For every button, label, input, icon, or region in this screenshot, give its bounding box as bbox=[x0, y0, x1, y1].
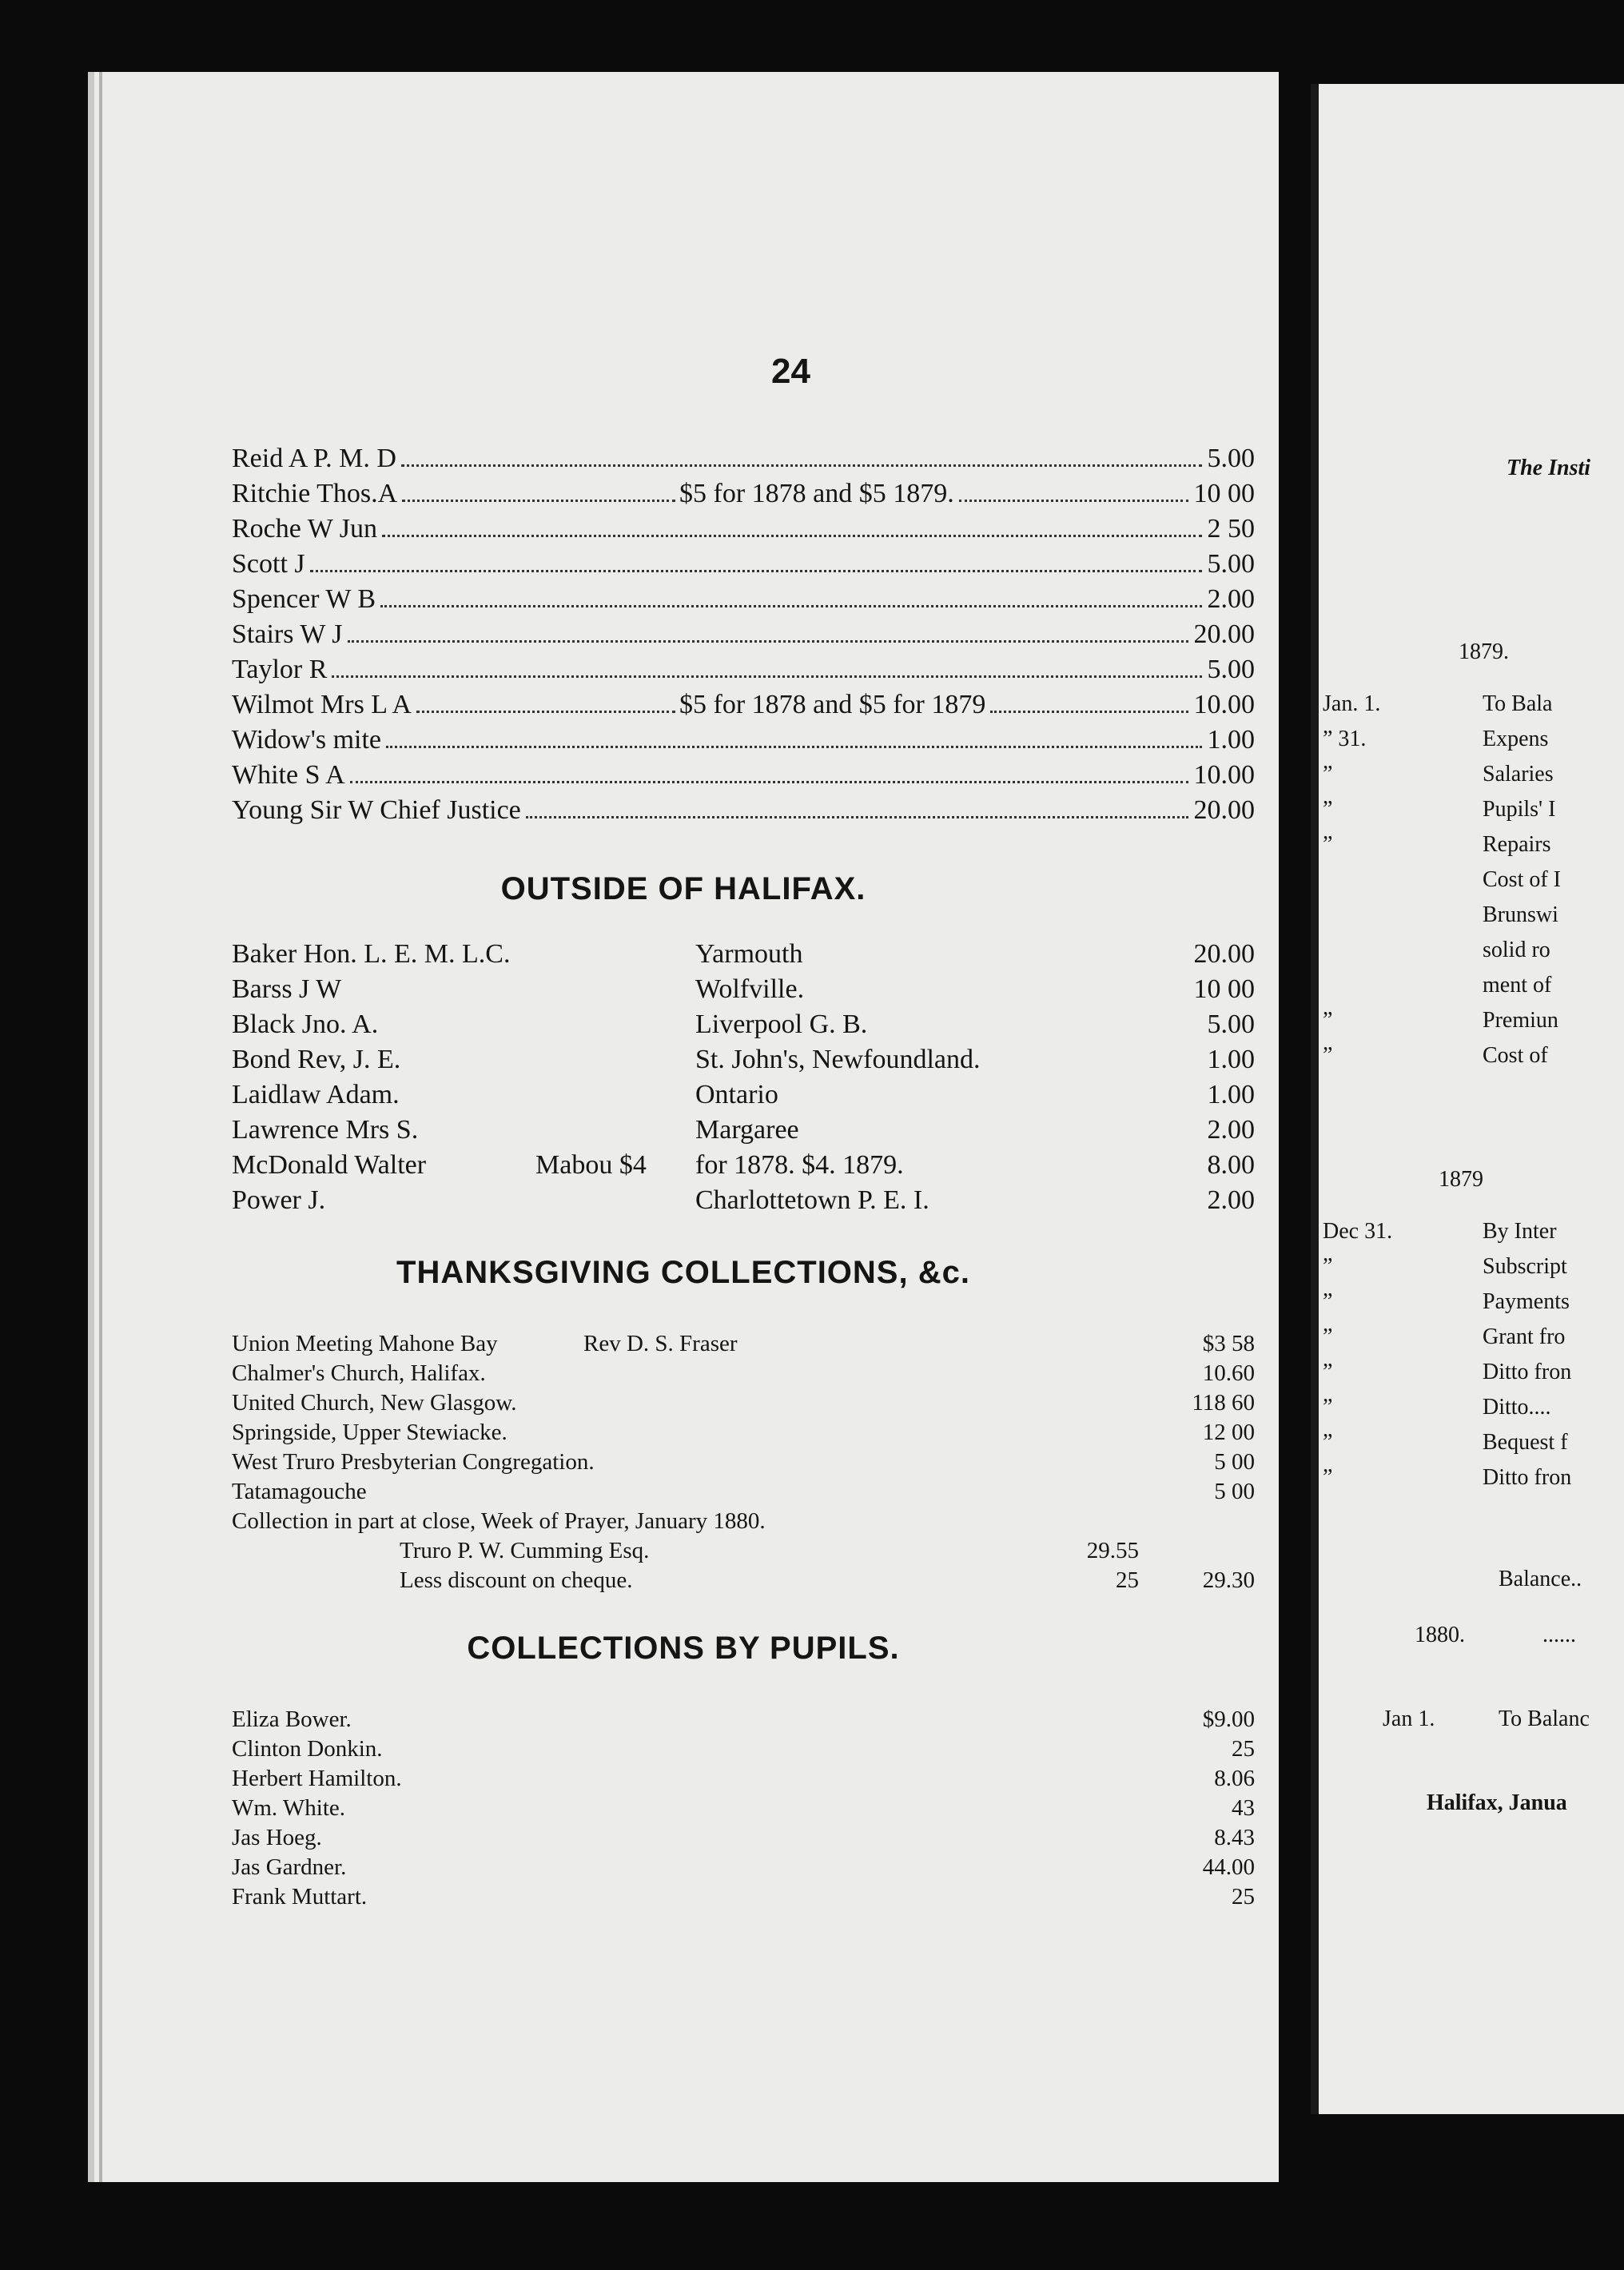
outside-heading: OUTSIDE OF HALIFAX. bbox=[500, 871, 866, 906]
contribution-amount: 20.00 bbox=[1193, 619, 1255, 649]
facing-cell: solid ro bbox=[1483, 938, 1550, 962]
contributor-name: Power J. bbox=[232, 1185, 326, 1215]
contribution-amount: 10 00 bbox=[1193, 974, 1255, 1004]
facing-row bbox=[1323, 1043, 1624, 1078]
facing-cell: ” bbox=[1323, 1360, 1333, 1384]
thanksgiving-sub-row bbox=[232, 1567, 1255, 1597]
contributor-name: Barss J W bbox=[232, 974, 342, 1004]
thanksgiving-row bbox=[232, 1449, 1255, 1479]
outside-row bbox=[232, 1010, 1255, 1045]
facing-cell: ” 31. bbox=[1323, 727, 1367, 751]
contributor-place: Liverpool G. B. bbox=[695, 1010, 868, 1039]
pupil-name: Clinton Donkin. bbox=[232, 1736, 383, 1762]
facing-cell: ” bbox=[1323, 1254, 1333, 1279]
collection-label: United Church, New Glasgow. bbox=[232, 1390, 517, 1416]
facing-row bbox=[1323, 1465, 1624, 1500]
contribution-amount: 5.00 bbox=[1207, 1010, 1255, 1039]
facing-cell: Ditto fron bbox=[1483, 1360, 1572, 1384]
pupil-name: Jas Hoeg. bbox=[232, 1825, 322, 1850]
facing-row bbox=[1323, 1219, 1624, 1254]
contribution-amount: 10.00 bbox=[1193, 760, 1255, 790]
facing-row bbox=[1323, 1395, 1624, 1430]
facing-year-mid: 1879 bbox=[1439, 1167, 1483, 1192]
facing-page bbox=[1311, 84, 1624, 2114]
contribution-amount: 5.00 bbox=[1207, 549, 1255, 579]
facing-row bbox=[1323, 1008, 1624, 1043]
facing-dots: ...... bbox=[1542, 1623, 1576, 1647]
collection-amount: 118 60 bbox=[1192, 1390, 1255, 1416]
facing-cell: Premiun bbox=[1483, 1008, 1558, 1033]
facing-jan: Jan 1. bbox=[1383, 1706, 1435, 1731]
facing-row bbox=[1323, 938, 1624, 973]
collection-amount: 5 00 bbox=[1214, 1449, 1255, 1475]
outside-row bbox=[232, 1150, 1255, 1185]
facing-cell: Cost of I bbox=[1483, 867, 1561, 892]
collection-amount: 10.60 bbox=[1202, 1360, 1255, 1386]
facing-row bbox=[1323, 1289, 1624, 1324]
contributor-name: Taylor R bbox=[232, 655, 328, 684]
thanksgiving-row bbox=[232, 1331, 1255, 1360]
facing-cell: To Bala bbox=[1483, 691, 1553, 716]
facing-cell: Subscript bbox=[1483, 1254, 1567, 1279]
contributor-name: Stairs W J bbox=[232, 619, 343, 649]
facing-cell: ” bbox=[1323, 1465, 1333, 1490]
page-edge-rule bbox=[99, 72, 102, 2182]
collection-sub-amount: 25 bbox=[1116, 1567, 1139, 1593]
leader-dots bbox=[382, 503, 1202, 537]
contributor-name: Young Sir W Chief Justice bbox=[232, 795, 521, 825]
facing-cell: ” bbox=[1323, 797, 1333, 822]
leader-dots bbox=[526, 784, 1188, 818]
facing-cell: ” bbox=[1323, 1043, 1333, 1068]
facing-jan-text: To Balanc bbox=[1499, 1706, 1590, 1731]
thanksgiving-row bbox=[232, 1390, 1255, 1420]
facing-balance: Balance.. bbox=[1499, 1567, 1582, 1591]
leader-dots bbox=[386, 714, 1202, 748]
facing-cell: ” bbox=[1323, 762, 1333, 787]
contributor-name: Laidlaw Adam. bbox=[232, 1080, 400, 1109]
leader-dots bbox=[990, 679, 1188, 713]
collection-amount: 29.30 bbox=[1202, 1567, 1255, 1593]
contributor-place: Ontario bbox=[695, 1080, 778, 1109]
contribution-amount: 5.00 bbox=[1207, 444, 1255, 473]
thanksgiving-list bbox=[232, 1331, 1255, 1597]
outside-row bbox=[232, 1185, 1255, 1221]
facing-row bbox=[1323, 1360, 1624, 1395]
outside-row bbox=[232, 1115, 1255, 1150]
facing-cell: ” bbox=[1323, 1324, 1333, 1349]
collection-sub-amount: 29.55 bbox=[1086, 1538, 1139, 1563]
facing-cell: Expens bbox=[1483, 727, 1549, 751]
contribution-extra: Mabou $4 bbox=[535, 1150, 647, 1180]
facing-cell: Pupils' I bbox=[1483, 797, 1556, 822]
contributor-name: Spencer W B bbox=[232, 584, 376, 614]
contributor-place: Wolfville. bbox=[695, 974, 805, 1004]
leader-dots bbox=[350, 749, 1188, 783]
contributor-place: Yarmouth bbox=[695, 939, 803, 969]
thanksgiving-sub-row bbox=[232, 1538, 1255, 1567]
facing-cell: Dec 31. bbox=[1323, 1219, 1393, 1244]
thanksgiving-row bbox=[232, 1508, 1255, 1538]
contributor-name: White S A bbox=[232, 760, 345, 790]
leader-dots bbox=[959, 468, 1188, 502]
facing-title: The Insti bbox=[1507, 456, 1591, 480]
contribution-amount: 2.00 bbox=[1207, 584, 1255, 614]
pupil-name: Jas Gardner. bbox=[232, 1854, 347, 1880]
contribution-amount: 1.00 bbox=[1207, 1080, 1255, 1109]
facing-row bbox=[1323, 832, 1624, 867]
facing-row bbox=[1323, 1430, 1624, 1465]
pupils-list bbox=[232, 1706, 1255, 1914]
facing-cell: By Inter bbox=[1483, 1219, 1557, 1244]
outside-row bbox=[232, 974, 1255, 1010]
contributor-name: Scott J bbox=[232, 549, 305, 579]
contribution-amount: 2.00 bbox=[1207, 1115, 1255, 1145]
collection-amount: 5 00 bbox=[1214, 1479, 1255, 1504]
pupil-name: Frank Muttart. bbox=[232, 1884, 368, 1910]
contribution-note: $5 for 1878 and $5 for 1879 bbox=[679, 690, 986, 719]
facing-row bbox=[1323, 727, 1624, 762]
thanksgiving-row bbox=[232, 1360, 1255, 1390]
contribution-note: $5 for 1878 and $5 1879. bbox=[679, 479, 954, 508]
collection-label: Tatamagouche bbox=[232, 1479, 367, 1504]
contribution-row bbox=[232, 795, 1255, 830]
collection-amount: 12 00 bbox=[1202, 1420, 1255, 1445]
facing-row bbox=[1323, 762, 1624, 797]
outside-list bbox=[232, 939, 1255, 1221]
spine-shadow bbox=[1311, 84, 1319, 2114]
facing-cell: Cost of bbox=[1483, 1043, 1548, 1068]
thanksgiving-row bbox=[232, 1479, 1255, 1508]
thanksgiving-heading: THANKSGIVING COLLECTIONS, &c. bbox=[396, 1255, 970, 1290]
facing-footer: Halifax, Janua bbox=[1427, 1790, 1567, 1815]
facing-cell: Ditto.... bbox=[1483, 1395, 1551, 1420]
facing-cell: ” bbox=[1323, 832, 1333, 857]
collection-sub-label: Truro P. W. Cumming Esq. bbox=[400, 1538, 650, 1563]
pupil-row bbox=[232, 1825, 1255, 1854]
leader-dots bbox=[401, 432, 1202, 467]
leader-dots bbox=[402, 468, 675, 502]
contributions-list bbox=[232, 444, 1255, 830]
contributor-name: Reid A P. M. D bbox=[232, 444, 396, 473]
contribution-amount: 10.00 bbox=[1193, 690, 1255, 719]
facing-row bbox=[1323, 867, 1624, 902]
facing-cell: Ditto fron bbox=[1483, 1465, 1572, 1490]
pupil-name: Herbert Hamilton. bbox=[232, 1766, 402, 1791]
contributor-name: McDonald Walter bbox=[232, 1150, 427, 1180]
facing-cell: ” bbox=[1323, 1395, 1333, 1420]
thanksgiving-row bbox=[232, 1420, 1255, 1449]
collection-label: West Truro Presbyterian Congregation. bbox=[232, 1449, 595, 1475]
contributor-name: Widow's mite bbox=[232, 725, 382, 755]
facing-cell: Payments bbox=[1483, 1289, 1570, 1314]
pupil-row bbox=[232, 1884, 1255, 1914]
facing-row bbox=[1323, 973, 1624, 1008]
pupil-name: Wm. White. bbox=[232, 1795, 346, 1821]
outside-row bbox=[232, 939, 1255, 974]
collection-label: Springside, Upper Stewiacke. bbox=[232, 1420, 508, 1445]
contributor-name: Black Jno. A. bbox=[232, 1010, 379, 1039]
contributor-name: Bond Rev, J. E. bbox=[232, 1045, 401, 1074]
pupil-row bbox=[232, 1795, 1255, 1825]
pupil-row bbox=[232, 1736, 1255, 1766]
facing-row bbox=[1323, 691, 1624, 727]
facing-cell: Jan. 1. bbox=[1323, 691, 1381, 716]
page-number: 24 bbox=[771, 352, 810, 391]
pupil-row bbox=[232, 1854, 1255, 1884]
pupil-row bbox=[232, 1706, 1255, 1736]
leader-dots bbox=[348, 608, 1188, 643]
facing-cell: Salaries bbox=[1483, 762, 1554, 787]
facing-cell: ” bbox=[1323, 1289, 1333, 1314]
contribution-amount: 8.00 bbox=[1207, 1150, 1255, 1180]
collection-amount: $3 58 bbox=[1202, 1331, 1255, 1356]
leader-dots bbox=[416, 679, 675, 713]
contribution-amount: 2 50 bbox=[1207, 514, 1255, 544]
contribution-amount: 20.00 bbox=[1193, 795, 1255, 825]
contributor-name: Ritchie Thos.A bbox=[232, 479, 398, 508]
pupil-amount: 43 bbox=[1232, 1795, 1255, 1821]
outside-row bbox=[232, 1080, 1255, 1115]
facing-cell: Grant fro bbox=[1483, 1324, 1566, 1349]
contribution-amount: 2.00 bbox=[1207, 1185, 1255, 1215]
collection-label: Collection in part at close, Week of Prayer, January 1880. bbox=[232, 1508, 766, 1534]
collection-collector: Rev D. S. Fraser bbox=[583, 1331, 738, 1356]
contributor-place: St. John's, Newfoundland. bbox=[695, 1045, 981, 1074]
outside-row bbox=[232, 1045, 1255, 1080]
facing-row bbox=[1323, 1324, 1624, 1360]
pupil-amount: 8.43 bbox=[1214, 1825, 1255, 1850]
leader-dots bbox=[380, 573, 1202, 607]
pupil-amount: $9.00 bbox=[1202, 1706, 1255, 1732]
contribution-amount: 1.00 bbox=[1207, 1045, 1255, 1074]
facing-row bbox=[1323, 797, 1624, 832]
contributor-place: for 1878. $4. 1879. bbox=[695, 1150, 904, 1180]
facing-year-bottom: 1880. bbox=[1415, 1623, 1465, 1647]
left-page bbox=[88, 72, 1279, 2182]
contributor-name: Roche W Jun bbox=[232, 514, 377, 544]
facing-year-top: 1879. bbox=[1459, 639, 1509, 664]
facing-cell: ” bbox=[1323, 1430, 1333, 1455]
contribution-amount: 5.00 bbox=[1207, 655, 1255, 684]
pupil-amount: 25 bbox=[1232, 1736, 1255, 1762]
contribution-amount: 20.00 bbox=[1193, 939, 1255, 969]
contributor-name: Wilmot Mrs L A bbox=[232, 690, 412, 719]
facing-row bbox=[1323, 902, 1624, 938]
contributor-place: Charlottetown P. E. I. bbox=[695, 1185, 929, 1215]
facing-cell: Brunswi bbox=[1483, 902, 1558, 927]
collection-label: Chalmer's Church, Halifax. bbox=[232, 1360, 486, 1386]
facing-cell: Repairs bbox=[1483, 832, 1551, 857]
leader-dots bbox=[332, 643, 1202, 678]
contributor-name: Baker Hon. L. E. M. L.C. bbox=[232, 939, 511, 969]
pupil-row bbox=[232, 1766, 1255, 1795]
pupils-heading: COLLECTIONS BY PUPILS. bbox=[467, 1631, 900, 1666]
facing-row bbox=[1323, 1254, 1624, 1289]
collection-sub-label: Less discount on cheque. bbox=[400, 1567, 633, 1593]
contributor-place: Margaree bbox=[695, 1115, 799, 1145]
contributor-name: Lawrence Mrs S. bbox=[232, 1115, 419, 1145]
facing-cell: ” bbox=[1323, 1008, 1333, 1033]
leader-dots bbox=[310, 538, 1202, 572]
pupil-amount: 44.00 bbox=[1202, 1854, 1255, 1880]
pupil-amount: 25 bbox=[1232, 1884, 1255, 1910]
collection-label: Union Meeting Mahone Bay bbox=[232, 1331, 498, 1356]
contribution-amount: 10 00 bbox=[1193, 479, 1255, 508]
facing-cell: Bequest f bbox=[1483, 1430, 1568, 1455]
facing-cell: ment of bbox=[1483, 973, 1552, 998]
pupil-name: Eliza Bower. bbox=[232, 1706, 352, 1732]
contribution-amount: 1.00 bbox=[1207, 725, 1255, 755]
pupil-amount: 8.06 bbox=[1214, 1766, 1255, 1791]
